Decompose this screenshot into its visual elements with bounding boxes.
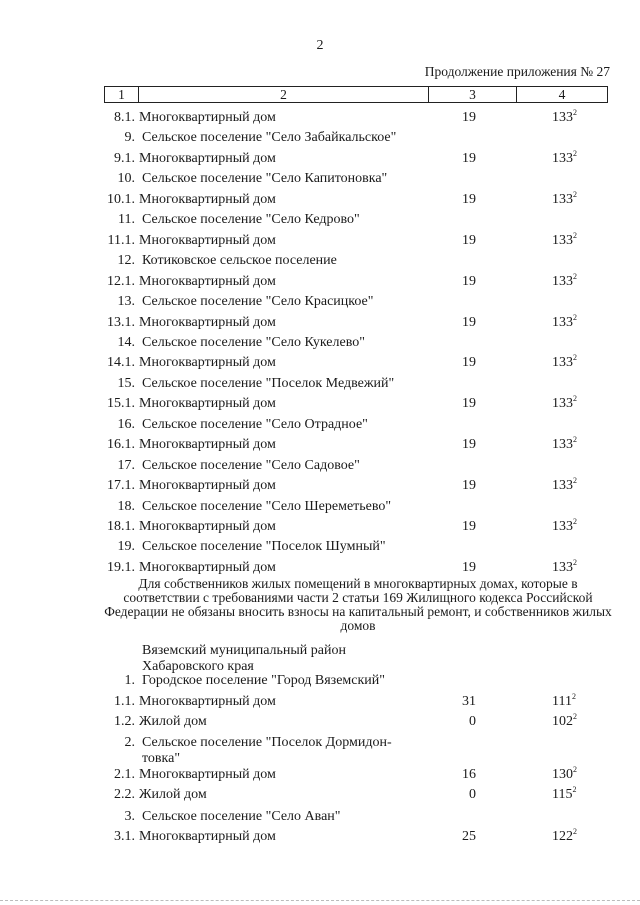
row-value-col4-base: 133 [552, 396, 573, 411]
row-name: Сельское поселение "Село Кедрово" [142, 212, 360, 227]
row-number: 10. [117, 171, 135, 186]
section-row [0, 537, 640, 557]
row-value-col4 [552, 765, 577, 785]
footnote-superscript: 2 [573, 435, 577, 444]
row-value-col3: 19 [462, 315, 476, 330]
footnote-superscript: 2 [573, 353, 577, 362]
row-value-col4-base: 133 [552, 315, 573, 330]
row-value-col3: 25 [462, 829, 476, 844]
row-value-col3: 0 [469, 787, 476, 802]
row-value-col4-base: 133 [552, 151, 573, 166]
table-row [0, 231, 640, 251]
row-value-col4 [552, 231, 577, 251]
row-value-col4 [552, 785, 576, 805]
row-value-col4-base: 133 [552, 233, 573, 248]
row-number: 17. [117, 458, 135, 473]
row-name: Многоквартирный дом [139, 355, 276, 370]
row-value-col4-base: 133 [552, 110, 573, 125]
row-number: 11. [118, 212, 135, 227]
row-value-col4 [552, 692, 576, 712]
section-row [0, 497, 640, 517]
row-number: 3. [124, 809, 135, 824]
row-number: 18. [117, 499, 135, 514]
section-row [0, 807, 640, 827]
footnote-superscript: 2 [573, 313, 577, 322]
footnote-superscript: 2 [573, 108, 577, 117]
row-value-col4-base: 133 [552, 478, 573, 493]
row-value-col4 [552, 313, 577, 333]
row-name: Сельское поселение "Село Капитоновка" [142, 171, 388, 186]
row-value-col3: 19 [462, 151, 476, 166]
row-number: 14. [117, 335, 135, 350]
row-number: 13. [117, 294, 135, 309]
table-row [0, 558, 640, 578]
row-value-col3: 19 [462, 110, 476, 125]
row-number: 1.1. [114, 694, 135, 709]
row-number: 9.1. [114, 151, 135, 166]
row-number: 9. [124, 130, 135, 145]
section-row [0, 251, 640, 271]
row-name: Многоквартирный дом [139, 396, 276, 411]
table-row [0, 712, 640, 732]
footnote-superscript: 2 [573, 231, 577, 240]
footnote-superscript: 2 [573, 476, 577, 485]
table-row [0, 394, 640, 414]
row-value-col4-base: 133 [552, 274, 573, 289]
row-number: 12.1. [107, 274, 135, 289]
table-row [0, 108, 640, 128]
row-name: Сельское поселение "Село Забайкальское" [142, 130, 397, 145]
footnote-superscript: 2 [573, 765, 577, 774]
row-number: 16.1. [107, 437, 135, 452]
row-value-col4-base: 133 [552, 560, 573, 575]
table-row [0, 692, 640, 712]
row-value-col3: 19 [462, 396, 476, 411]
row-number: 19. [117, 539, 135, 554]
row-number: 19.1. [107, 560, 135, 575]
table-row [0, 190, 640, 210]
row-number: 2.2. [114, 787, 135, 802]
section-note: Для собственников жилых помещений в многоквартирных домах, которые в соответствии с требованиями части 2 статьи 169 Жилищного кодекса Российской Федерации не обязаны вносить взносы на капитальный ремонт, и собственников жилых домов [104, 576, 612, 633]
row-value-col4 [552, 435, 577, 455]
row-value-col4-base: 133 [552, 519, 573, 534]
row-number: 12. [117, 253, 135, 268]
table-row [0, 272, 640, 292]
row-value-col4 [552, 272, 577, 292]
row-value-col4-base: 102 [552, 714, 573, 729]
row-value-col4 [552, 353, 577, 373]
footnote-superscript: 2 [573, 558, 577, 567]
footnote-superscript: 2 [573, 827, 577, 836]
row-number: 2.1. [114, 767, 135, 782]
row-value-col4 [552, 558, 577, 578]
row-value-col4 [552, 190, 577, 210]
page-number: 2 [316, 38, 324, 53]
row-name: Котиковское сельское поселение [142, 253, 337, 268]
row-value-col4-base: 130 [552, 767, 573, 782]
row-value-col3: 19 [462, 233, 476, 248]
header-col-1: 1 [105, 87, 139, 102]
footnote-superscript: 2 [573, 190, 577, 199]
table-row [0, 517, 640, 537]
section-row [0, 292, 640, 312]
table-row [0, 476, 640, 496]
scan-edge-line [0, 900, 640, 901]
row-value-col4-base: 133 [552, 437, 573, 452]
section-row [0, 733, 640, 769]
row-name: Многоквартирный дом [139, 110, 276, 125]
row-name: Сельское поселение "Поселок Медвежий" [142, 376, 395, 391]
row-name: Многоквартирный дом [139, 274, 276, 289]
row-name: Жилой дом [139, 714, 207, 729]
section-row [0, 456, 640, 476]
row-value-col4 [552, 517, 577, 537]
row-number: 2. [124, 735, 135, 750]
table-row [0, 149, 640, 169]
header-col-4: 4 [558, 87, 566, 102]
section-row [0, 671, 640, 691]
section-row [0, 374, 640, 394]
row-number: 17.1. [107, 478, 135, 493]
row-name: Многоквартирный дом [139, 829, 276, 844]
row-value-col3: 31 [462, 694, 476, 709]
row-name: Многоквартирный дом [139, 233, 276, 248]
row-value-col4 [552, 108, 577, 128]
row-number: 1. [124, 673, 135, 688]
row-number: 15.1. [107, 396, 135, 411]
row-name: Многоквартирный дом [139, 694, 276, 709]
row-number: 15. [117, 376, 135, 391]
section-row [0, 415, 640, 435]
row-value-col4 [552, 712, 577, 732]
row-number: 11.1. [107, 233, 135, 248]
footnote-superscript: 2 [573, 712, 577, 721]
section-row [0, 333, 640, 353]
row-name: Сельское поселение "Село Садовое" [142, 458, 360, 473]
row-value-col3: 16 [462, 767, 476, 782]
row-name: Вяземский муниципальный район Хабаровского края [142, 643, 346, 674]
row-value-col4-base: 115 [552, 787, 573, 802]
table-row [0, 353, 640, 373]
footnote-superscript: 2 [572, 785, 577, 794]
row-value-col3: 19 [462, 560, 476, 575]
footnote-superscript: 2 [571, 692, 576, 701]
table-row [0, 827, 640, 847]
row-value-col4 [552, 827, 577, 847]
row-value-col3: 19 [462, 192, 476, 207]
row-number: 18.1. [107, 519, 135, 534]
row-value-col4 [552, 394, 577, 414]
row-number: 14.1. [107, 355, 135, 370]
section-row [0, 169, 640, 189]
section-row [0, 210, 640, 230]
continuation-label: Продолжение приложения № 27 [424, 64, 610, 79]
header-col-3: 3 [429, 87, 517, 102]
row-value-col3: 19 [462, 478, 476, 493]
table-row [0, 435, 640, 455]
table-row [0, 785, 640, 805]
row-name: Сельское поселение "Село Аван" [142, 809, 341, 824]
footnote-superscript: 2 [573, 272, 577, 281]
row-number: 13.1. [107, 315, 135, 330]
row-name: Многоквартирный дом [139, 151, 276, 166]
row-name: Многоквартирный дом [139, 192, 276, 207]
row-number: 8.1. [114, 110, 135, 125]
row-number: 10.1. [107, 192, 135, 207]
row-name: Многоквартирный дом [139, 519, 276, 534]
row-name: Сельское поселение "Село Шереметьево" [142, 499, 392, 514]
row-name: Многоквартирный дом [139, 437, 276, 452]
row-number: 16. [117, 417, 135, 432]
row-value-col4-base: 122 [552, 829, 573, 844]
row-value-col4 [552, 149, 577, 169]
row-value-col4-base: 133 [552, 355, 573, 370]
table-row [0, 765, 640, 785]
row-name: Сельское поселение "Поселок Дормидон- товка" [142, 735, 392, 766]
row-name: Многоквартирный дом [139, 767, 276, 782]
footnote-superscript: 2 [573, 517, 577, 526]
row-value-col3: 19 [462, 355, 476, 370]
row-value-col4 [552, 476, 577, 496]
row-value-col3: 19 [462, 437, 476, 452]
row-number: 3.1. [114, 829, 135, 844]
header-col-2: 2 [139, 87, 429, 102]
row-value-col3: 0 [469, 714, 476, 729]
row-name: Сельское поселение "Поселок Шумный" [142, 539, 386, 554]
row-name: Сельское поселение "Село Отрадное" [142, 417, 368, 432]
table-row [0, 313, 640, 333]
row-name: Городское поселение "Город Вяземский" [142, 673, 386, 688]
row-value-col3: 19 [462, 519, 476, 534]
row-name: Многоквартирный дом [139, 315, 276, 330]
footnote-superscript: 2 [573, 149, 577, 158]
row-value-col4-base: 133 [552, 192, 573, 207]
row-name: Сельское поселение "Село Красицкое" [142, 294, 374, 309]
section-row [0, 128, 640, 148]
row-name: Многоквартирный дом [139, 560, 276, 575]
row-value-col3: 19 [462, 274, 476, 289]
footnote-superscript: 2 [573, 394, 577, 403]
row-name: Многоквартирный дом [139, 478, 276, 493]
row-name: Жилой дом [139, 787, 207, 802]
row-value-col4-base: 111 [552, 694, 572, 709]
row-number: 1.2. [114, 714, 135, 729]
row-name: Сельское поселение "Село Кукелево" [142, 335, 365, 350]
